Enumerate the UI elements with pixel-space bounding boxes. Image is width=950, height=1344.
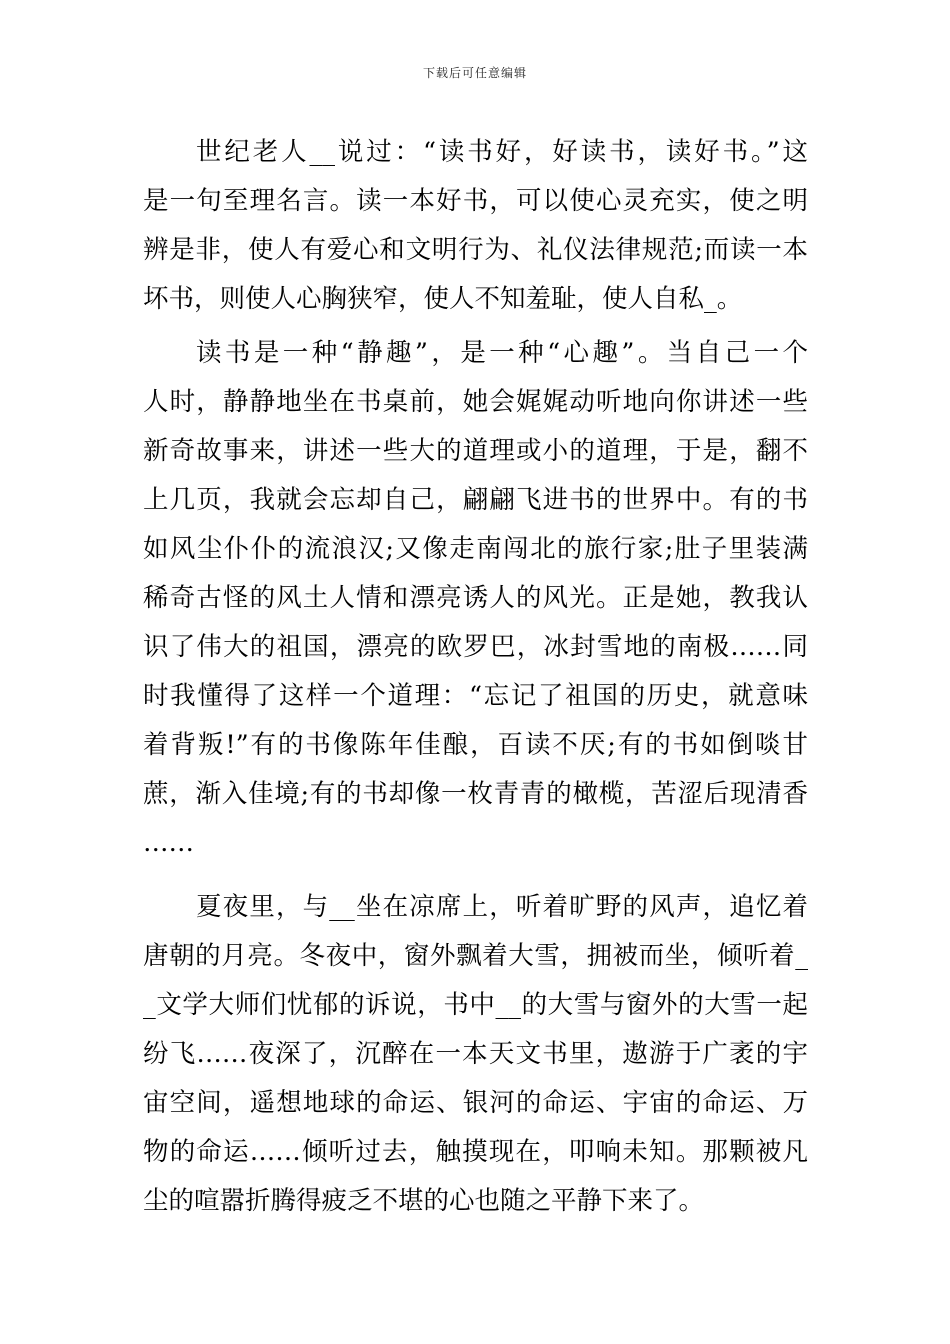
paragraph-line: _文学大师们忧郁的诉说，书中__的大雪与窗外的大雪一起 [143,990,808,1020]
paragraph-1 [143,128,808,324]
paragraph-line: 唐朝的月亮。冬夜中，窗外飘着大雪，拥被而坐，倾听着_ [143,941,808,971]
paragraph-line: 是一句至理名言。读一本好书，可以使心灵充实，使之明 [143,186,808,216]
page-header: 下载后可任意编辑 [422,66,527,80]
paragraph-line: 读书是一种“静趣”，是一种“心趣”。当自己一个 [196,338,808,368]
paragraph-line: 纷飞……夜深了，沉醉在一本天文书里，遨游于广袤的宇 [143,1039,808,1069]
paragraph-line: 人时，静静地坐在书桌前，她会娓娓动听地向你讲述一些 [143,387,808,417]
paragraph-line: 稀奇古怪的风土人情和漂亮诱人的风光。正是她，教我认 [143,583,808,613]
paragraph-line: 识了伟大的祖国，漂亮的欧罗巴，冰封雪地的南极……同 [143,632,808,662]
paragraph-line: 如风尘仆仆的流浪汉;又像走南闯北的旅行家;肚子里装满 [143,534,808,564]
paragraph-line: 世纪老人__说过：“读书好，好读书，读好书。”这 [196,137,808,167]
paragraph-line: 坏书，则使人心胸狭窄，使人不知羞耻，使人自私_。 [143,284,743,314]
paragraph-line: 蔗，渐入佳境;有的书却像一枚青青的橄榄，苦涩后现清香 [143,779,808,809]
paragraph-line: 新奇故事来，讲述一些大的道理或小的道理，于是，翻不 [143,436,808,466]
paragraph-line: 宙空间，遥想地球的命运、银河的命运、宇宙的命运、万 [143,1088,808,1118]
paragraph-line: …… [143,828,194,858]
paragraph-line: 时我懂得了这样一个道理：“忘记了祖国的历史，就意味 [143,681,808,711]
paragraph-2 [143,329,808,868]
document-body [143,128,808,1226]
paragraph-line: 物的命运……倾听过去，触摸现在，叩响未知。那颗被凡 [143,1137,808,1167]
paragraph-3 [143,883,808,1226]
paragraph-line: 夏夜里，与__坐在凉席上，听着旷野的风声，追忆着 [196,892,808,922]
paragraph-line: 尘的喧嚣折腾得疲乏不堪的心也随之平静下来了。 [143,1186,705,1216]
paragraph-line: 着背叛!”有的书像陈年佳酿，百读不厌;有的书如倒啖甘 [143,730,808,760]
paragraph-line: 辨是非，使人有爱心和文明行为、礼仪法律规范;而读一本 [143,235,808,265]
paragraph-line: 上几页，我就会忘却自己，翩翩飞进书的世界中。有的书 [143,485,808,515]
